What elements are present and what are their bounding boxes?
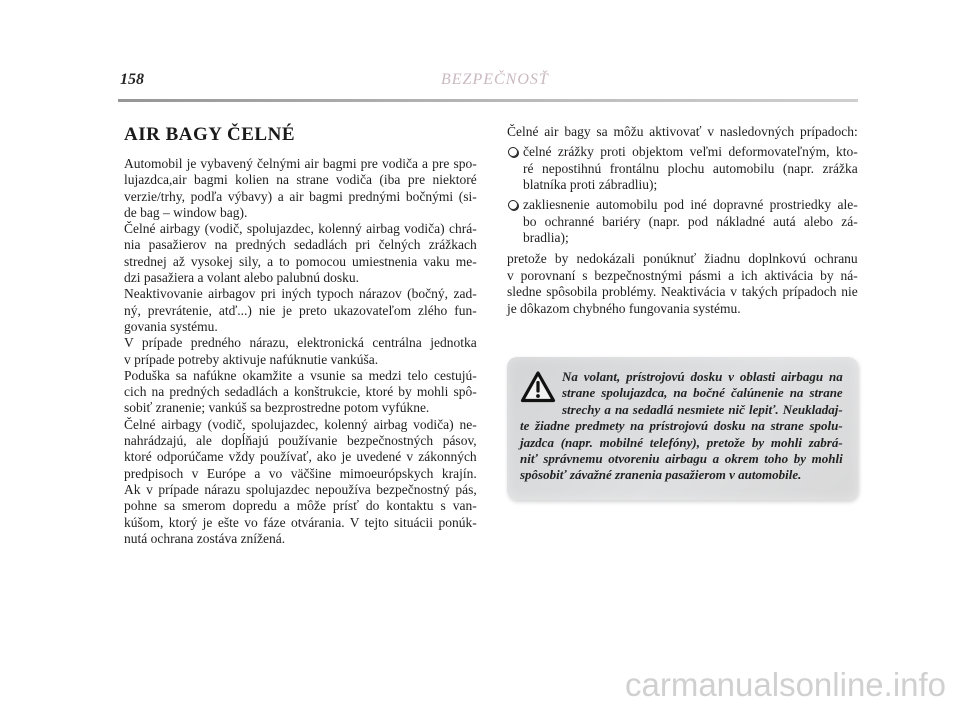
intro-line: Čelné air bagy sa môžu aktivovať v nasledovných prípadoch: bbox=[507, 124, 858, 139]
body-line: nia pasažierov na predných sedadlách pri čelných zrážkach bbox=[124, 237, 477, 253]
body-line: pohne sa smerom dopredu a môže prísť do kontaktu s van- bbox=[124, 498, 477, 514]
body-line: Ak v prípade nárazu spolujazdec nepoužíva bezpečnostný pás, bbox=[124, 481, 477, 497]
body-line: dzi pasažiera a volant alebo palubnú dosku. bbox=[124, 270, 360, 286]
body-line: cich na predných sedadlách a konštrukcie, ktoré by mohli spô- bbox=[124, 384, 477, 400]
body-line: Neaktivovanie airbagov pri iných typoch nárazov (bočný, zad- bbox=[124, 286, 477, 302]
body-line: v prípade potreby aktivuje nafúknutie vankúša. bbox=[124, 351, 379, 367]
warning-line: spôsobiť závažné zranenia pasažierom v automobile. bbox=[520, 467, 802, 483]
bullet-item bbox=[507, 144, 858, 194]
warning-line: strane spolujazdca, na bočné čalúnenie na strane bbox=[562, 385, 843, 401]
header-rule bbox=[118, 99, 858, 102]
body-line: Čelné airbagy (vodič, spolujazdec, kolenný airbag vodiča) chrá- bbox=[124, 221, 477, 237]
bullet-line: bo ochranné bariéry (napr. pod nákladné autá alebo zá- bbox=[523, 213, 858, 229]
bullet-text bbox=[523, 144, 858, 194]
body-line: lujazdca,air bagmi kolien na strane vodiča (iba pre niektoré bbox=[124, 172, 477, 188]
body-line: ný, prevrátenie, atď...) nie je preto ukazovateľom zlého fun- bbox=[124, 302, 477, 318]
body-line: Automobil je vybavený čelnými air bagmi pre vodiča a pre spo- bbox=[124, 156, 477, 171]
body-line: verzie/trhy, podľa výbavy) a air bagmi prednými bočnými (si- bbox=[124, 188, 477, 204]
bullet-circle-icon bbox=[508, 200, 518, 210]
watermark: carmanualsonline.info bbox=[625, 666, 947, 703]
warning-box bbox=[507, 357, 858, 500]
body-line: V prípade predného nárazu, elektronická centrálna jednotka bbox=[124, 335, 477, 351]
body-line: govania systému. bbox=[124, 318, 218, 334]
warning-line: te žiadne predmety na prístrojovú dosku na strane spolu- bbox=[520, 418, 843, 434]
body-line: sobiť zranenie; vankúš sa bezprostredne potom vyfúkne. bbox=[124, 400, 430, 416]
bullet-line: čelné zrážky proti objektom veľmi deformovateľným, kto- bbox=[523, 144, 858, 159]
body-line: Poduška sa nafúkne okamžite a vsunie sa medzi telo cestujú- bbox=[124, 367, 477, 383]
warning-line: niť správnemu otvoreniu airbagu a okrem toho by mohli bbox=[520, 450, 843, 466]
body-line: strednej až vysokej sily, a to pomocou umiestnenia vaku me- bbox=[124, 253, 477, 269]
bullet-item bbox=[507, 197, 858, 247]
closing-paragraph bbox=[507, 251, 858, 317]
running-header-section: BEZPEČNOSŤ bbox=[441, 71, 549, 88]
section-heading: AIR BAGY ČELNÉ bbox=[124, 124, 295, 145]
bullet-circle-icon bbox=[508, 147, 518, 157]
body-line: Čelné airbagy (vodič, spolujazdec, kolenný airbag vodiča) ne- bbox=[124, 416, 477, 432]
bullet-line: blatníka proti zábradliu); bbox=[523, 177, 658, 193]
body-line: je dôkazom chybného fungovania systému. bbox=[507, 300, 741, 316]
right-column-intro bbox=[507, 124, 858, 141]
left-column bbox=[124, 124, 477, 547]
warning-line: jazdca (napr. mobilné telefóny), pretože by mohli zabrá- bbox=[520, 434, 843, 450]
body-line: v porovnaní s bezpečnostnými pásmi a ich aktivácia by ná- bbox=[507, 267, 858, 283]
body-line: kúšom, ktorý je ešte vo fáze otvárania. V tejto situácii ponúk- bbox=[124, 514, 477, 530]
bullet-text bbox=[523, 197, 858, 247]
warning-line: Na volant, prístrojovú dosku v oblasti airbagu na bbox=[562, 369, 843, 384]
body-line: de bag – window bag). bbox=[124, 204, 248, 220]
body-line: ktoré odporúčame vždy používať, ako je uvedené v zákonných bbox=[124, 449, 477, 465]
bullet-line: zakliesnenie automobilu pod iné dopravné prostriedky ale- bbox=[523, 197, 858, 212]
body-line: sledne spôsobila problémy. Neaktivácia v takých prípadoch nie bbox=[507, 284, 858, 300]
warning-line: strechy a na sedadlá nesmiete nič lepiť. Neukladaj- bbox=[562, 401, 843, 417]
warning-text bbox=[520, 369, 843, 484]
bullet-line: bradlia); bbox=[523, 230, 569, 246]
body-line: nutá ochrana zostáva znížená. bbox=[124, 530, 286, 546]
body-line: nahrádzajú, ale dopĺňajú používanie bezpečnostných pásov, bbox=[124, 433, 477, 449]
body-line: pretože by nedokázali ponúknuť žiadnu doplnkovú ochranu bbox=[507, 251, 858, 266]
page-number: 158 bbox=[120, 71, 144, 88]
bullet-line: ré nepostihnú frontálnu plochu automobilu (napr. zrážka bbox=[523, 160, 858, 176]
body-line: predpisoch v Európe a vo väčšine mimoeurópskych krajín. bbox=[124, 465, 477, 481]
